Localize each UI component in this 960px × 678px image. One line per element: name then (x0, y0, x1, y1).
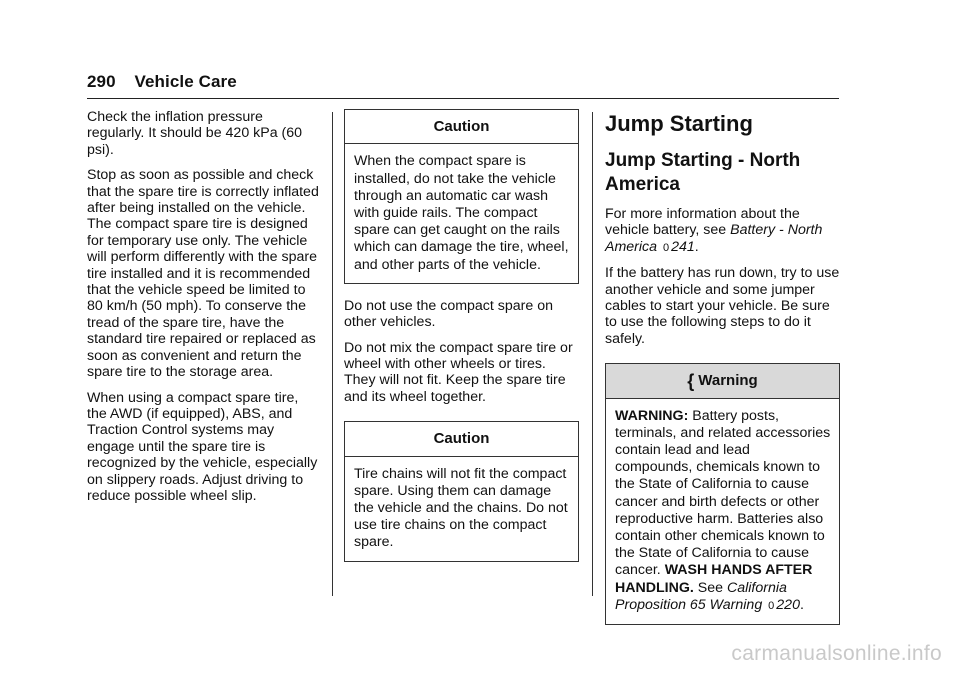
column-divider (332, 112, 333, 596)
cross-reference-link[interactable]: Battery - North America (605, 222, 823, 255)
page-header (87, 72, 839, 99)
paragraph: Do not mix the compact spare tire or wheel with other wheels or tires. They will not fit. Keep the spare tire and its wheel together. (344, 339, 573, 405)
column-right (605, 109, 840, 639)
page-number: 290 (87, 72, 116, 91)
warning-body: WARNING: Battery posts, terminals, and related accessories contain lead and lead compounds, chemicals known to the State of California to cause cancer and birth defects or other reproductive harm. Batteries also contain other chemicals known to the State of California to cause cancer. WASH HANDS AFTER HANDLING. See California Proposition 65 Warning 0 220. (615, 407, 831, 613)
caution-box (344, 421, 579, 561)
column-left (87, 109, 321, 513)
subsection-heading: Jump Starting - North America (605, 150, 801, 195)
column-divider (592, 112, 593, 596)
page-reference[interactable]: 241 (671, 238, 695, 255)
paragraph: Stop as soon as possible and check that the spare tire is correctly inflated after being installed on the vehicle. The compact spare tire is designed for temporary use only. The vehicle will perform differently with the spare tire installed and it is recommended that the vehicle speed be limited to 80 km/h (50 mph). To conserve the tread of the spare tire, have the standard tire repaired or replaced as soon as convenient and return the spare tire to the storage area. (87, 167, 319, 381)
caution-title: Caution (345, 422, 578, 456)
paragraph: For more information about the vehicle battery, see Battery - North America 0 241. (605, 206, 823, 255)
caution-body: When the compact spare is installed, do not take the vehicle through an automatic car wash with guide rails. The compact spare can get caught on the rails which can damage the tire, wheel, and other parts of the vehicle. (354, 153, 569, 273)
caution-title: Caution (345, 110, 578, 144)
section-title: Vehicle Care (134, 72, 237, 91)
paragraph: Do not use the compact spare on other vehicles. (344, 297, 553, 331)
page-ref-arrow-icon: 0 (768, 599, 775, 612)
section-heading: Jump Starting (605, 111, 753, 136)
warning-box (605, 363, 840, 625)
caution-body: Tire chains will not fit the compact spare. Using them can damage the vehicle and the chains. Do not use tire chains on the compact spare. (354, 465, 568, 551)
paragraph: Check the inflation pressure regularly. It should be 420 kPa (60 psi). (87, 109, 303, 158)
cross-reference-link[interactable]: California Proposition 65 Warning (615, 579, 787, 613)
page-reference[interactable]: 220 (776, 596, 800, 613)
column-middle (344, 109, 579, 576)
paragraph: When using a compact spare tire, the AWD (if equipped), ABS, and Traction Control systems may engage until the spare tire is recognized by the vehicle, especially on slippery roads. Adjust driving to reduce possible wheel slip. (87, 389, 318, 504)
paragraph: If the battery has run down, try to use another vehicle and some jumper cables to start your vehicle. Be sure to use the following steps to do it safely. (605, 265, 840, 347)
caution-box (344, 109, 579, 284)
page-ref-arrow-icon: 0 (663, 241, 670, 254)
warning-bold-tail: WASH HANDS AFTER HANDLING. (615, 562, 813, 596)
watermark: carmanualsonline.info (731, 642, 942, 665)
warning-title: Warning (698, 372, 758, 390)
warning-icon: { (687, 371, 695, 392)
warning-title-bar (606, 364, 839, 398)
warning-lead: WARNING: (615, 407, 689, 424)
